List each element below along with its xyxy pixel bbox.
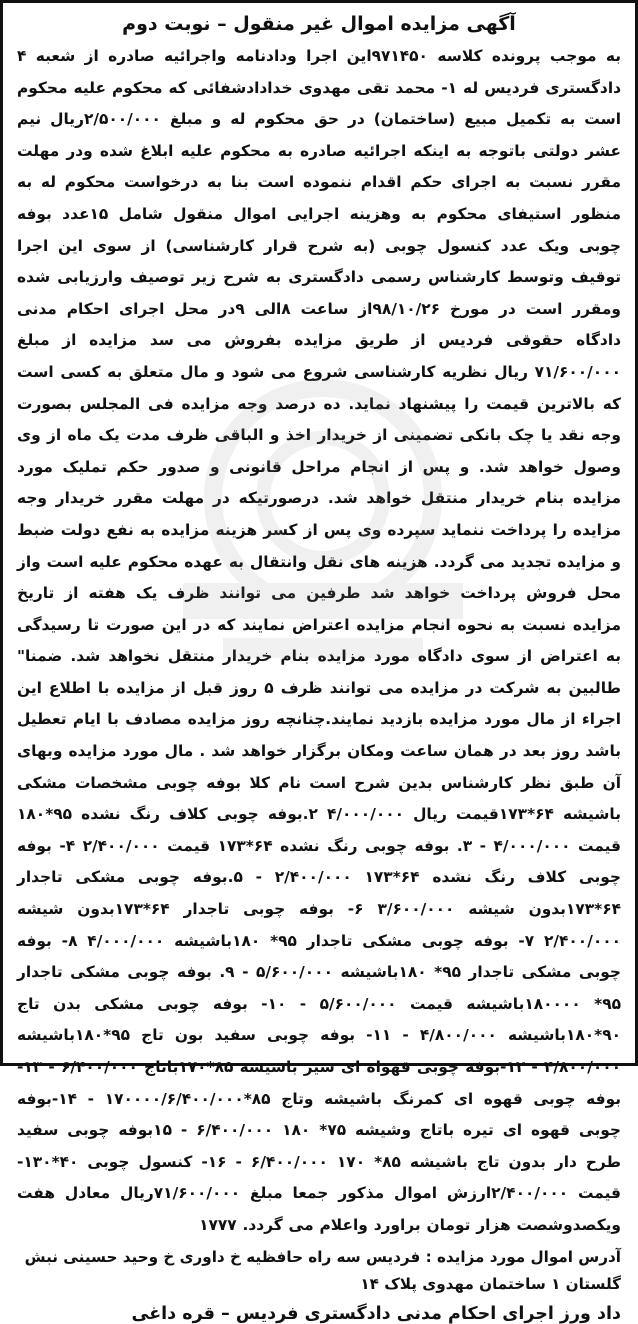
- auction-address: آدرس اموال مورد مزایده : فردیس سه راه حافظیه خ داوری خ وحید حسینی نبش گلستان ۱ ساختمان مهدوی پلاک ۱۴: [24, 1247, 621, 1293]
- notice-body: به موجب پرونده کلاسه ۹۷۱۴۵۰این اجرا ودادنامه واجرائیه صادره از شعبه ۴ دادگستری فردیس له ۱- محمد تقی مهدوی خدادادشفائی که محکوم علیه محکوم است به تکمیل مبیع (ساختمان) در حق محکوم له و مبلغ ۲/۵۰۰/۰۰۰ریال نیم عشر دولتی باتوجه به اینکه اجرائیه صادره به محکوم علیه ابلاغ شده ودر مهلت مقرر نسبت به اجرای حکم اقدام ننموده است بنا به درخواست محکوم له به منظور استیفای محکوم به وهزینه اجرایی اموال منقول شامل ۱۵عدد بوفه چوبی ویک عدد کنسول چوبی (به شرح قرار کارشناسی) از سوی این اجرا توقیف وتوسط کارشناس رسمی دادگستری به شرح زیر توصیف وارزیابی شده ومقرر است در مورخ ۹۸/۱۰/۲۶از ساعت ۸الی ۹در محل اجرای احکام مدنی دادگاه حقوقی فردیس از طریق مزایده بفروش می سد مزایده از مبلغ ۷۱/۶۰۰/۰۰۰ ریال نظریه کارشناسی شروع می شود و مال متعلق به کسی است که بالاترین قیمت را پیشنهاد نماید. ده درصد وجه مزایده فی المجلس بصورت وجه نقد یا چک بانکی تضمینی از خریدار اخذ و الباقی ظرف مدت یک ماه از وی وصول خواهد شد. و پس از انجام مراحل قانونی و صدور حکم تملیک مورد مزایده بنام خریدار منتقل خواهد شد. درصورتیکه در مهلت مقرر خریدار وجه مزایده را پرداخت ننماید سپرده وی پس از کسر هزینه مزایده به نفع دولت ضبط و مزایده تجدید می گردد. هزینه های نقل وانتقال به عهده محکوم علیه است واز محل فروش پرداخت خواهد شد طرفین می توانند ظرف یک هفته از تاریخ مزایده نسبت به نحوه انجام مزایده اعتراض نمایند که در این صورت تا رسیدگی به اعتراض از سوی دادگاه مورد مزایده بنام خریدار منتقل نخواهد شد. ضمنا" طالبین به شرکت در مزایده می توانند ظرف ۵ روز قبل از مزایده با اطلاع این اجراء از مال مورد مزایده بازدید نمایند.چنانچه روز مزایده مصادف با ایام تعطیل باشد روز بعد در همان ساعت ومکان برگزار خواهد شد . مال مورد مزایده وبهای آن طبق نظر کارشناس بدین شرح است نام کلا بوفه چوبی مشخصات مشکی باشیشه ۶۴*۱۷۳قیمت ریال ۴/۰۰۰/۰۰۰ ۲.بوفه چوبی کلاف رنگ نشده ۹۵*۱۸۰ قیمت ۴/۰۰۰/۰۰۰ - ۳. بوفه چوبی رنگ نشده ۶۴*۱۷۳ قیمت ۲/۴۰۰/۰۰۰ ۴- بوفه چوبی کلاف رنگ نشده ۶۴*۱۷۳ ۲/۴۰۰/۰۰۰ - ۵.بوفه چوبی مشکی تاجدار ۶۴*۱۷۳بدون شیشه ۳/۶۰۰/۰۰۰ ۶- بوفه چوبی تاجدار ۶۴*۱۷۳بدون شیشه ۲/۴۰۰/۰۰۰ ۷- بوفه چوبی مشکی تاجدار ۹۵* ۱۸۰باشیشه ۴/۰۰۰/۰۰۰ ۸- بوفه چوبی مشکی تاجدار ۹۵* ۱۸۰باشیشه ۵/۶۰۰/۰۰۰ - ۹. بوفه چوبی مشکی تاجدار ۹۵* ۱۸۰۰۰۰باشیشه قیمت ۵/۶۰۰/۰۰۰ - ۱۰- بوفه چوبی مشکی بدن تاج ۹۰*۱۸۰باشیشه ۴/۸۰۰/۰۰۰ - ۱۱- بوفه چوبی سفید بون تاج ۹۵*۱۸۰باشیشه ۴/۸۰۰/۰۰۰ - ۱۲-بوفه چوبی قهواه ای سیر باشیشه ۸۵*۱۷۰باتاج ۶/۴۰۰/۰۰۰ - ۱۳- بوفه چوبی قهوه ای کمرنگ باشیشه وتاج ۸۵*۱۷۰۰۰۰/۶/۴۰۰/۰۰۰ - ۱۴-بوفه چوبی قهوه ای تیره باتاج وشیشه ۷۵* ۱۸۰ ۶/۴۰۰/۰۰۰ - ۱۵بوفه چوبی سفید طرح دار بدون تاج باشیشه ۸۵* ۱۷۰ ۶/۴۰۰/۰۰۰ - ۱۶- کنسول چوبی ۴۰*۱۳۰- قیمت ۲/۴۰۰/۰۰۰ارزش اموال مذکور جمعا مبلغ ۷۱/۶۰۰/۰۰۰ریال معادل هفت ویکصدوشصت هزار تومان براورد واعلام می گردد. ۱۷۷۷: [17, 47, 622, 1234]
- notice-title: آگهی مزایده اموال غیر منقول – نوبت دوم: [122, 13, 516, 35]
- signature-line: داد ورز اجرای احکام مدنی دادگستری فردیس – قره داغی: [131, 1303, 621, 1324]
